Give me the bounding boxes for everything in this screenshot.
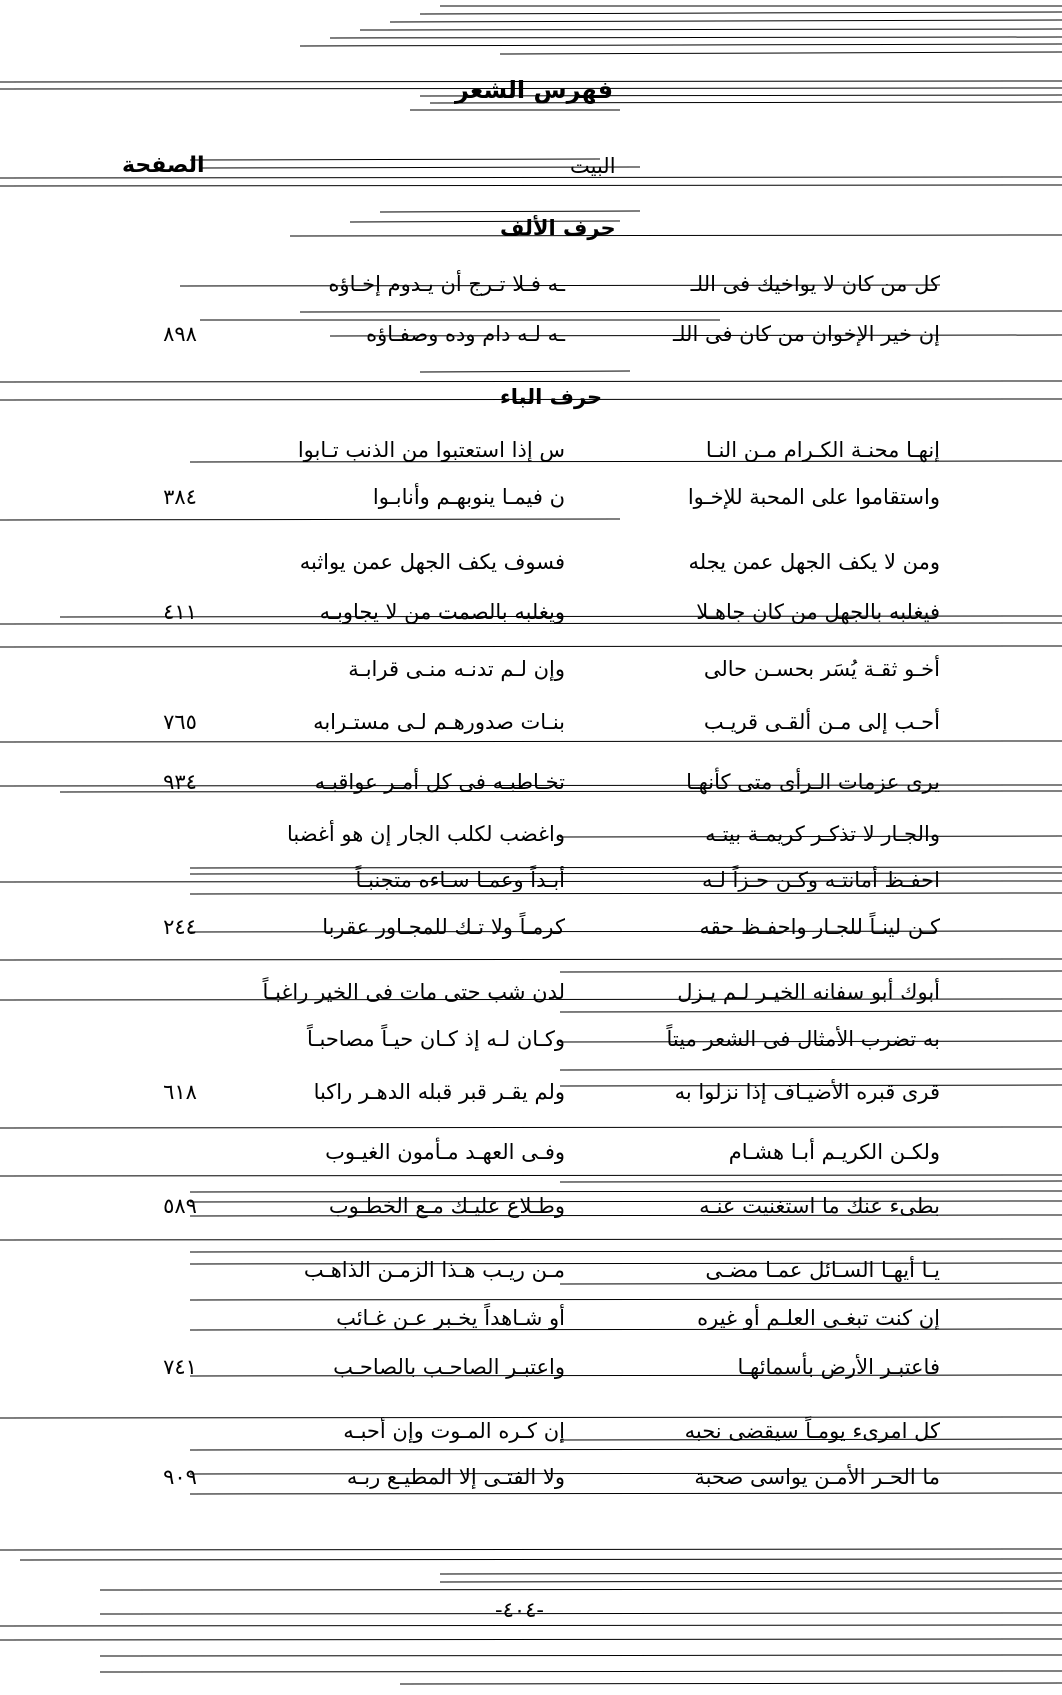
page-number: -٤٠٤- bbox=[495, 1598, 544, 1622]
verse-first-hemistich: فيغلبه بالجهل من كان جاهـلا bbox=[696, 600, 940, 624]
verse-second-hemistich: إن كـره المـوت وإن أحبـه bbox=[343, 1419, 565, 1443]
verse-second-hemistich: أبـداً وعمـا سـاءه متجنبـاً bbox=[355, 868, 565, 892]
verse-second-hemistich: ولم يقـر قبر قبله الدهـر راكبا bbox=[313, 1080, 565, 1104]
verse-second-hemistich: ـه لـه دام وده وصفـاؤه bbox=[366, 322, 565, 346]
page-reference: ٢٤٤ bbox=[163, 915, 197, 939]
verse-first-hemistich: به تضرب الأمثال فى الشعر ميتاً bbox=[666, 1027, 940, 1051]
verse-first-hemistich: احفـظ أمانتـه وكـن حـزاً لـه bbox=[702, 868, 940, 892]
verse-first-hemistich: إن كنت تبغـى العلـم أو غيره bbox=[697, 1306, 940, 1330]
verse-first-hemistich: يرى عزمات الـرأى متى كأنهـا bbox=[686, 770, 940, 794]
verse-first-hemistich: كل امرىء يومـاً سيقضى نحبه bbox=[684, 1419, 940, 1443]
verse-first-hemistich: كل من كان لا يواخيك فى اللـ bbox=[690, 272, 940, 296]
page-reference: ٦١٨ bbox=[163, 1080, 197, 1104]
verse-first-hemistich: قرى قبره الأضيـاف إذا نزلوا به bbox=[674, 1080, 940, 1104]
page-reference: ٧٦٥ bbox=[163, 710, 197, 734]
verse-second-hemistich: ويغلبه بالصمت من لا يجاوبـه bbox=[319, 600, 565, 624]
verse-second-hemistich: مـن ريـب هـذا الزمـن الذاهـب bbox=[303, 1258, 565, 1282]
page-reference: ٤١١ bbox=[163, 600, 197, 624]
verse-second-hemistich: بنـات صدورهـم لـى مستـرابه bbox=[313, 710, 565, 734]
verse-second-hemistich: ن فيمـا ينوبهـم وأنابـوا bbox=[372, 485, 565, 509]
section-heading: حرف الألف bbox=[500, 216, 616, 240]
column-header-page: الصفحة bbox=[122, 153, 205, 178]
verse-first-hemistich: ولكـن الكريـم أبـا هشـام bbox=[728, 1140, 940, 1164]
verse-second-hemistich: س إذا استعتبوا من الذنب تـابوا bbox=[297, 438, 565, 462]
page-reference: ٧٤١ bbox=[163, 1355, 197, 1379]
verse-second-hemistich: فسوف يكف الجهل عمن يواثبه bbox=[299, 550, 565, 574]
page-title: فهرس الشعر bbox=[455, 76, 614, 104]
page-reference: ٩٠٩ bbox=[163, 1465, 197, 1489]
verse-first-hemistich: ما الحـر الأمـن يواسى صحبة bbox=[694, 1465, 940, 1489]
verse-second-hemistich: ولا الفتـى إلا المطيـع ربـه bbox=[346, 1465, 565, 1489]
verse-first-hemistich: واستقاموا على المحبة للإخـوا bbox=[687, 485, 940, 509]
verse-first-hemistich: يـا أيهـا السـائل عمـا مضـى bbox=[705, 1258, 940, 1282]
verse-first-hemistich: بطىء عنك ما استغنيت عنـه bbox=[699, 1194, 940, 1218]
verse-second-hemistich: وكـان لـه إذ كـان حيـاً مصاحبـاً bbox=[306, 1027, 565, 1051]
verse-second-hemistich: واغضب لكلب الجار إن هو أغضبا bbox=[286, 822, 565, 846]
page-reference: ٨٩٨ bbox=[163, 322, 197, 346]
verse-first-hemistich: كـن لينـاً للجـار واحفـظ حقه bbox=[699, 915, 940, 939]
verse-second-hemistich: وإن لـم تدنـه منـى قرابـة bbox=[348, 657, 565, 681]
page-reference: ٩٣٤ bbox=[163, 770, 197, 794]
verse-second-hemistich: وطـلاع عليـك مـع الخطـوب bbox=[328, 1194, 565, 1218]
verse-second-hemistich: كرمـاً ولا تـك للمجـاور عقربا bbox=[322, 915, 565, 939]
column-header-verse: البيت bbox=[570, 154, 616, 178]
verse-first-hemistich: فاعتبـر الأرض بأسمائهـا bbox=[737, 1355, 940, 1379]
verse-second-hemistich: ـه فـلا تـرج أن يـدوم إخـاؤه bbox=[328, 272, 565, 296]
verse-first-hemistich: إن خير الإخوان من كان فى اللـ bbox=[672, 322, 940, 346]
verse-first-hemistich: أخـو ثقـة يُسَر بحسـن حالى bbox=[703, 657, 940, 681]
verse-first-hemistich: ومن لا يكف الجهل عمن يجله bbox=[688, 550, 940, 574]
verse-second-hemistich: تخـاطبـه فى كل أمـر عواقبـه bbox=[314, 770, 565, 794]
page-reference: ٣٨٤ bbox=[163, 485, 197, 509]
verse-first-hemistich: إنهـا محنـة الكـرام مـن النـا bbox=[705, 438, 940, 462]
verse-second-hemistich: أو شـاهداً يخـبر عـن غـائب bbox=[336, 1306, 565, 1330]
verse-second-hemistich: واعتبـر الصاحـب بالصاحـب bbox=[333, 1355, 565, 1379]
section-heading: حرف الباء bbox=[500, 385, 603, 409]
verse-first-hemistich: والجـار لا تذكـر كريمـة بيتـه bbox=[705, 822, 940, 846]
verse-first-hemistich: أبوك أبو سفانه الخيـر لـم يـزل bbox=[677, 980, 940, 1004]
verse-second-hemistich: لدن شب حتى مات فى الخير راغبـاً bbox=[262, 980, 565, 1004]
verse-first-hemistich: أحـب إلى مـن ألقـى قريـب bbox=[703, 710, 940, 734]
page-reference: ٥٨٩ bbox=[163, 1194, 197, 1218]
verse-second-hemistich: وفـى العهـد مـأمون الغيـوب bbox=[325, 1140, 565, 1164]
